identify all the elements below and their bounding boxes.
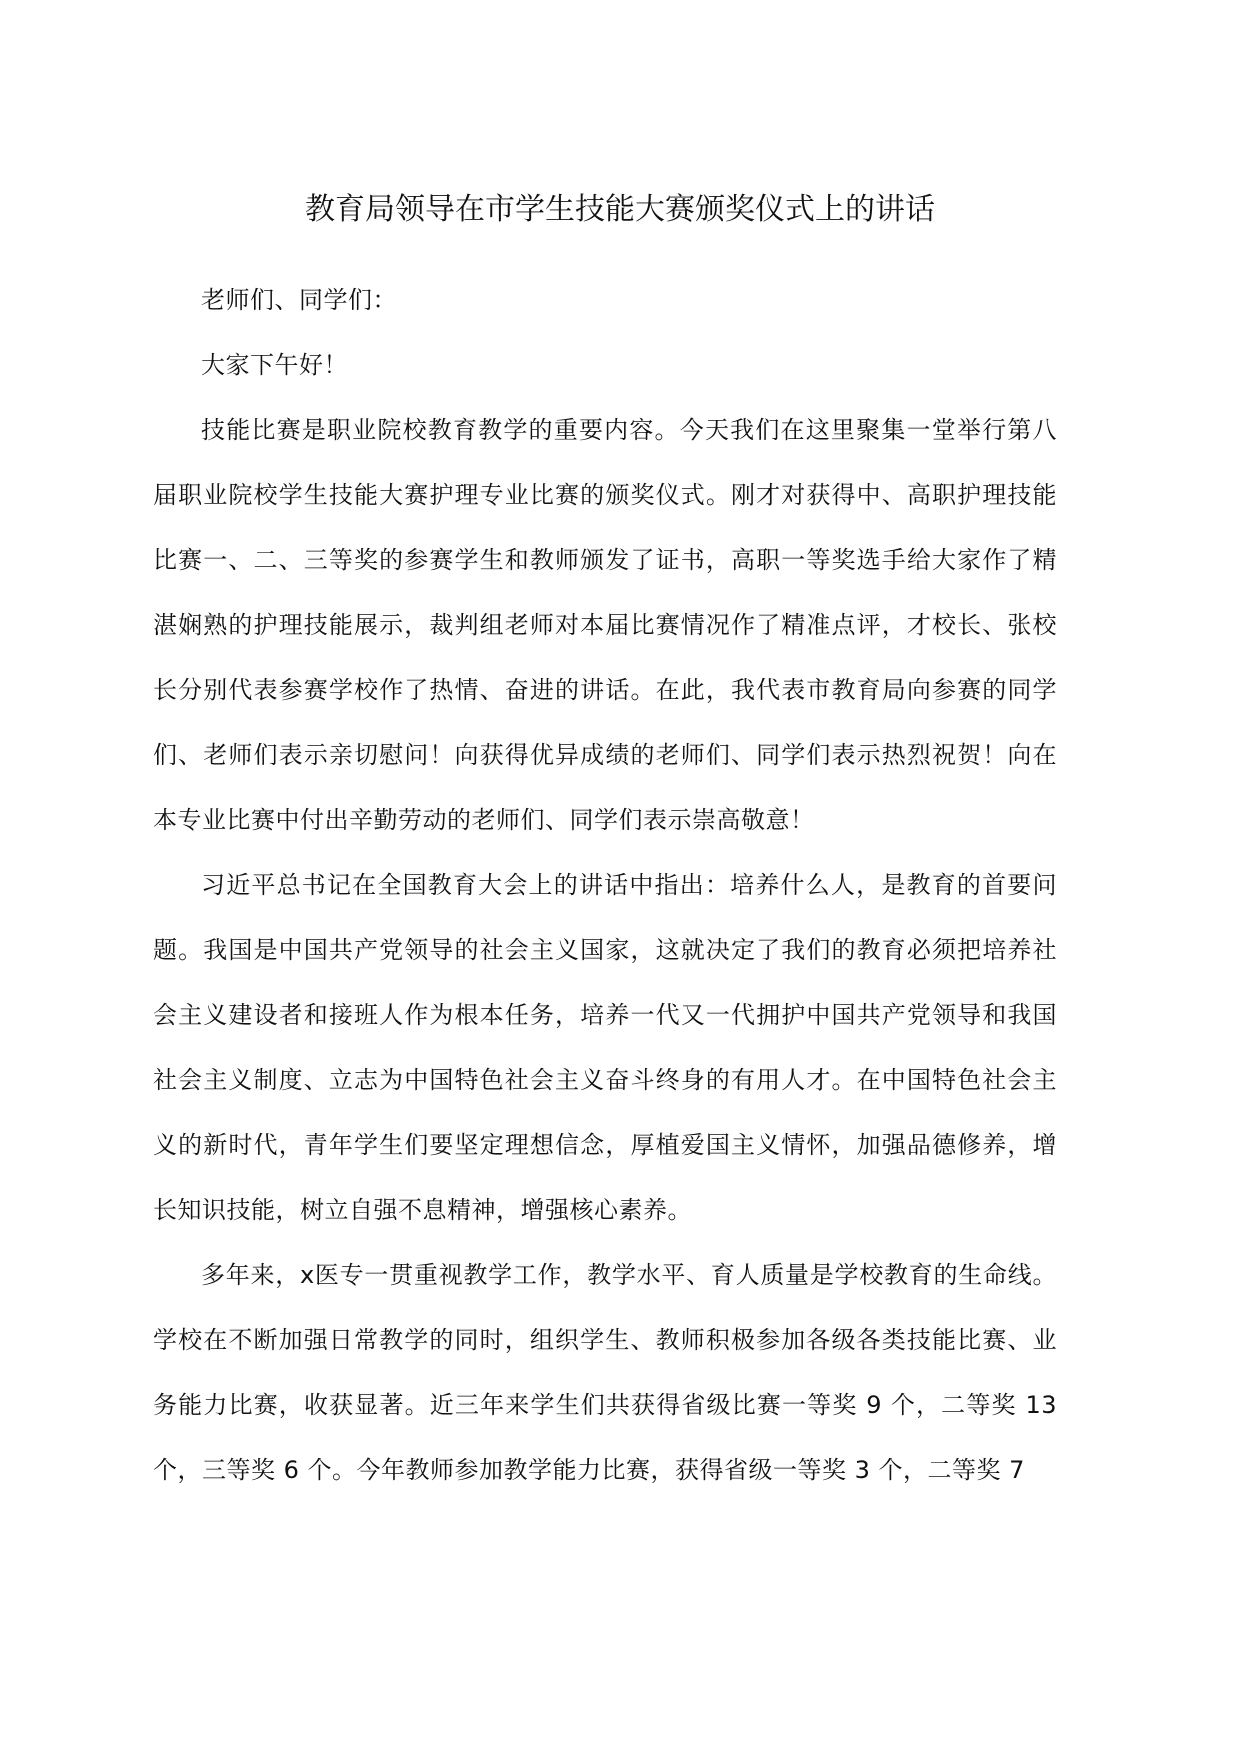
salutation: 大家下午好！ xyxy=(201,351,348,379)
paragraph-3: 多年来，x医专一贯重视教学工作，教学水平、育人质量是学校教育的生命线。学校在不断加强日常教学的同时，组织学生、教师积极参加各级各类技能比赛、业务能力比赛，收获显著。近三年来学生们共获得省级比赛一等奖 9 个，二等奖 13 个，三等奖 6 个。今年教师参加教学能力比赛，获得省级一等奖 3 个，二等奖 7 xyxy=(153,1261,1057,1484)
paragraph-1: 技能比赛是职业院校教育教学的重要内容。今天我们在这里聚集一堂举行第八届职业院校学生技能大赛护理专业比赛的颁奖仪式。刚才对获得中、高职护理技能比赛一、二、三等奖的参赛学生和教师颁发了证书，高职一等奖选手给大家作了精湛娴熟的护理技能展示，裁判组老师对本届比赛情况作了精准点评，才校长、张校长分别代表参赛学校作了热情、奋进的讲话。在此，我代表市教育局向参赛的同学们、老师们表示亲切慰问！向获得优异成绩的老师们、同学们表示热烈祝贺！向在本专业比赛中付出辛勤劳动的老师们、同学们表示崇高敬意！ xyxy=(153,416,1057,834)
document-body xyxy=(153,268,1057,1503)
document-title: 教育局领导在市学生技能大赛颁奖仪式上的讲话 xyxy=(305,192,935,227)
greeting: 老师们、同学们： xyxy=(201,286,397,314)
paragraph-2: 习近平总书记在全国教育大会上的讲话中指出：培养什么人，是教育的首要问题。我国是中国共产党领导的社会主义国家，这就决定了我们的教育必须把培养社会主义建设者和接班人作为根本任务，培养一代又一代拥护中国共产党领导和我国社会主义制度、立志为中国特色社会主义奋斗终身的有用人才。在中国特色社会主义的新时代，青年学生们要坚定理想信念，厚植爱国主义情怀，加强品德修养，增长知识技能，树立自强不息精神，增强核心素养。 xyxy=(153,871,1057,1224)
